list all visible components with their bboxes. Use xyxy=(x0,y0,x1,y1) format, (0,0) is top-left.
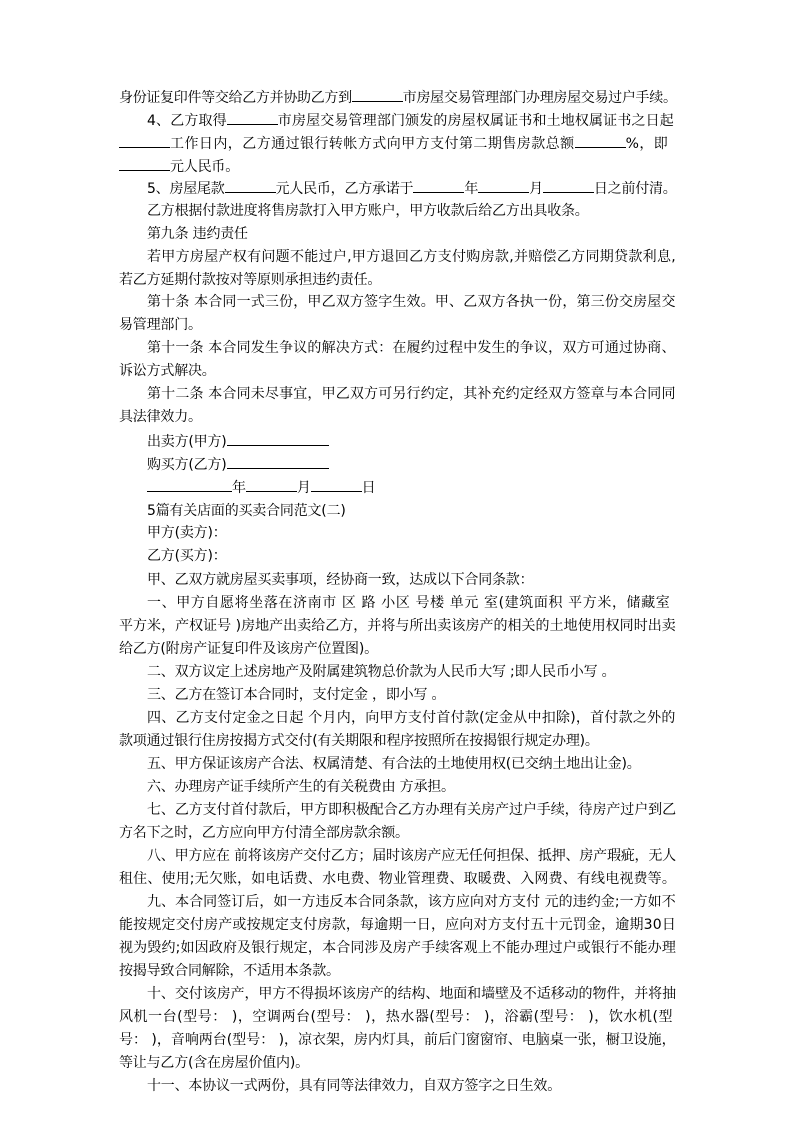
document-line: 七、乙方支付首付款后，甲方即积极配合乙方办理有关房产过户手续，待房产过户到乙 xyxy=(147,802,676,818)
document-line: 元人民币。 xyxy=(119,156,239,177)
fill-in-blank xyxy=(478,178,529,193)
fill-in-blank xyxy=(543,178,594,193)
document-line: 四、乙方支付定金之日起 个月内，向甲方支付首付款(定金从中扣除)，首付款之外的 xyxy=(147,710,676,726)
document-line: 若乙方延期付款按对等原则承担违约责任。 xyxy=(119,272,382,288)
document-line: 具法律效力。 xyxy=(119,409,202,425)
document-line: 第十条 本合同一式三份，甲乙双方签字生效。甲、乙双方各执一份，第三份交房屋交 xyxy=(147,294,676,310)
document-line: 乙方(买方)： xyxy=(147,548,227,564)
fill-in-blank xyxy=(227,431,329,446)
document-line: 出卖方(甲方) xyxy=(147,431,329,452)
document-line: 年 月 日 xyxy=(147,477,375,498)
fill-in-blank xyxy=(311,477,362,492)
document-line: 九、本合同签订后，如一方违反本合同条款，该方应向对方支付 元的违约金;一方如不 xyxy=(147,894,676,910)
document-line: 风机一台(型号： )，空调两台(型号： )，热水器(型号： )，浴霸(型号： )，饮水机(型 xyxy=(119,1009,674,1025)
document-line: 按揭导致合同解除，不适用本条款。 xyxy=(119,963,340,979)
document-line: 方名下之时，乙方应向甲方付清全部房款余额。 xyxy=(119,825,409,841)
document-line: 一、甲方自愿将坐落在济南市 区 路 小区 号楼 单元 室(建筑面积 平方米，储藏室 xyxy=(147,595,671,611)
document-line: 十一、本协议一式两份，具有同等法律效力，自双方签字之日生效。 xyxy=(147,1078,561,1094)
document-line: 5、房屋尾款 元人民币，乙方承诺于 年 月 日之前付清。 xyxy=(147,178,677,199)
document-line: 平方米，产权证号 )房地产出卖给乙方，并将与所出卖该房产的相关的土地使用权同时出卖 xyxy=(119,618,676,634)
document-line: 三、乙方在签订本合同时，支付定金 ，即小写 。 xyxy=(147,687,446,703)
document-line: 十、交付该房产，甲方不得损坏该房产的结构、地面和墙壁及不适移动的物件，并将抽 xyxy=(147,986,676,1002)
document-line: 第九条 违约责任 xyxy=(147,226,248,242)
fill-in-blank xyxy=(147,477,232,492)
fill-in-blank xyxy=(413,178,464,193)
fill-in-blank xyxy=(246,477,297,492)
fill-in-blank xyxy=(575,133,626,148)
fill-in-blank xyxy=(227,454,329,469)
document-line: 给乙方(附房产证复印件及该房产位置图)。 xyxy=(119,641,378,657)
document-line: 5篇有关店面的买卖合同范文(二) xyxy=(147,503,346,519)
document-line: 第十二条 本合同未尽事宜，甲乙双方可另行约定，其补充约定经双方签章与本合同同 xyxy=(147,386,676,402)
document-line: 4、乙方取得 市房屋交易管理部门颁发的房屋权属证书和土地权属证书之日起 xyxy=(147,110,674,131)
document-line: 等让与乙方(含在房屋价值内)。 xyxy=(119,1055,309,1071)
document-line: 第十一条 本合同发生争议的解决方式：在履约过程中发生的争议，双方可通过协商、 xyxy=(147,340,676,356)
fill-in-blank xyxy=(119,156,170,171)
document-line: 视为毁约;如因政府及银行规定，本合同涉及房产手续客观上不能办理过户或银行不能办理 xyxy=(119,940,676,956)
document-line: 诉讼方式解决。 xyxy=(119,363,216,379)
document-line: 二、双方议定上述房地产及附属建筑物总价款为人民币大写 ;即人民币小写 。 xyxy=(147,664,616,680)
document-line: 易管理部门。 xyxy=(119,317,202,333)
document-line: 号： )，音响两台(型号： )，凉衣架，房内灯具，前后门窗窗帘、电脑桌一张，橱卫设施， xyxy=(119,1032,676,1048)
document-line: 甲方(卖方)： xyxy=(147,525,227,541)
document-line: 甲、乙双方就房屋买卖事项，经协商一致，达成以下合同条款： xyxy=(147,572,534,588)
document-line: 购买方(乙方) xyxy=(147,454,329,475)
document-line: 五、甲方保证该房产合法、权属清楚、有合法的土地使用权(已交纳土地出让金)。 xyxy=(147,756,641,772)
document-line: 八、甲方应在 前将该房产交付乙方；届时该房产应无任何担保、抵押、房产瑕疵，无人 xyxy=(147,848,676,864)
document-line: 能按规定交付房产或按规定支付房款，每逾期一日，应向对方支付五十元罚金，逾期30日 xyxy=(119,917,676,933)
fill-in-blank xyxy=(225,178,276,193)
document-line: 身份证复印件等交给乙方并协助乙方到 市房屋交易管理部门办理房屋交易过户手续。 xyxy=(119,87,677,108)
document-line: 租住、使用;无欠账，如电话费、水电费、物业管理费、取暖费、入网费、有线电视费等。 xyxy=(119,871,676,887)
document-line: 乙方根据付款进度将售房款打入甲方账户，甲方收款后给乙方出具收条。 xyxy=(147,203,589,219)
document-line: 若甲方房屋产权有问题不能过户,甲方退回乙方支付购房款,并赔偿乙方同期贷款利息, xyxy=(147,249,676,265)
fill-in-blank xyxy=(352,87,403,102)
document-line: 六、办理房产证手续所产生的有关税费由 方承担。 xyxy=(147,779,455,795)
document-line: 款项通过银行住房按揭方式交付(有关期限和程序按照所在按揭银行规定办理)。 xyxy=(119,733,599,749)
fill-in-blank xyxy=(227,110,278,125)
document-line: 工作日内，乙方通过银行转帐方式向甲方支付第二期售房款总额 %，即 xyxy=(119,133,668,154)
fill-in-blank xyxy=(119,133,170,148)
